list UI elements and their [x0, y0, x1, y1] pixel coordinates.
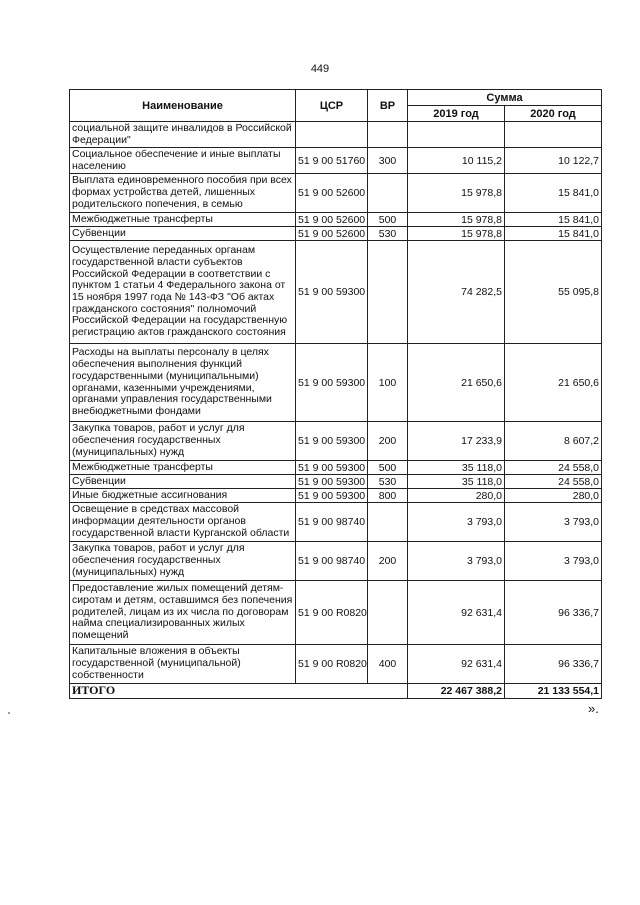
- row-sum-2020: 96 336,7: [505, 581, 602, 645]
- header-year-2019: 2019 год: [408, 106, 505, 122]
- row-csr: 51 9 00 R0820: [296, 645, 368, 684]
- row-csr: 51 9 00 98740: [296, 503, 368, 542]
- row-sum-2019: 280,0: [408, 489, 505, 503]
- total-sum-2020: 21 133 554,1: [505, 684, 602, 699]
- row-vr: [368, 581, 408, 645]
- row-sum-2020: 24 558,0: [505, 475, 602, 489]
- header-year-2020: 2020 год: [505, 106, 602, 122]
- row-sum-2020: 15 841,0: [505, 227, 602, 241]
- row-sum-2019: 21 650,6: [408, 344, 505, 422]
- row-sum-2019: 35 118,0: [408, 461, 505, 475]
- row-sum-2020: 10 122,7: [505, 148, 602, 174]
- row-name: социальной защите инвалидов в Российской Федерации": [70, 122, 296, 148]
- header-name: Наименование: [70, 90, 296, 122]
- row-sum-2020: 21 650,6: [505, 344, 602, 422]
- row-csr: 51 9 00 51760: [296, 148, 368, 174]
- row-sum-2019: 3 793,0: [408, 503, 505, 542]
- row-csr: [296, 122, 368, 148]
- row-name: Закупка товаров, работ и услуг для обеспечения государственных (муниципальных) нужд: [70, 542, 296, 581]
- table-row: [70, 148, 602, 174]
- table-row: [70, 489, 602, 503]
- row-name: Освещение в средствах массовой информации деятельности органов государственной власти Курганской области: [70, 503, 296, 542]
- row-sum-2020: 280,0: [505, 489, 602, 503]
- row-vr: 200: [368, 422, 408, 461]
- row-vr: 500: [368, 461, 408, 475]
- table-body: [70, 122, 602, 699]
- table-row: [70, 422, 602, 461]
- row-sum-2020: 96 336,7: [505, 645, 602, 684]
- table-row: [70, 645, 602, 684]
- closing-quote: ».: [588, 701, 599, 716]
- row-sum-2019: 35 118,0: [408, 475, 505, 489]
- table-header: [70, 90, 602, 122]
- row-vr: 800: [368, 489, 408, 503]
- row-name: Межбюджетные трансферты: [70, 461, 296, 475]
- row-csr: 51 9 00 59300: [296, 241, 368, 344]
- row-name: Выплата единовременного пособия при всех формах устройства детей, лишенных родительского попечения, в семью: [70, 174, 296, 213]
- table-row: [70, 542, 602, 581]
- row-csr: 51 9 00 59300: [296, 489, 368, 503]
- table-row: [70, 122, 602, 148]
- header-sum: Сумма: [408, 90, 602, 106]
- row-vr: [368, 174, 408, 213]
- row-sum-2019: 3 793,0: [408, 542, 505, 581]
- row-csr: 51 9 00 59300: [296, 461, 368, 475]
- row-sum-2019: 17 233,9: [408, 422, 505, 461]
- margin-dot: [8, 712, 10, 714]
- row-vr: 200: [368, 542, 408, 581]
- row-sum-2019: 92 631,4: [408, 645, 505, 684]
- row-name: Иные бюджетные ассигнования: [70, 489, 296, 503]
- table-row: [70, 344, 602, 422]
- row-sum-2019: 74 282,5: [408, 241, 505, 344]
- row-sum-2019: 15 978,8: [408, 174, 505, 213]
- row-csr: 51 9 00 59300: [296, 475, 368, 489]
- budget-table: [69, 89, 602, 699]
- row-sum-2020: [505, 122, 602, 148]
- row-csr: 51 9 00 R0820: [296, 581, 368, 645]
- row-csr: 51 9 00 59300: [296, 344, 368, 422]
- table-row: [70, 241, 602, 344]
- table-row: [70, 461, 602, 475]
- row-vr: [368, 503, 408, 542]
- row-vr: [368, 241, 408, 344]
- row-sum-2020: 3 793,0: [505, 542, 602, 581]
- row-name: Осуществление переданных органам государственной власти субъектов Российской Федерации в соответствии с пунктом 1 статьи 4 Федерального закона от 15 ноября 1997 года № 143-ФЗ "Об актах гражданского состояния" полномочий Российской Федерации на государственную регистрацию актов гражданского состояния: [70, 241, 296, 344]
- total-row: [70, 684, 602, 699]
- table-row: [70, 581, 602, 645]
- row-vr: 500: [368, 213, 408, 227]
- row-sum-2020: 24 558,0: [505, 461, 602, 475]
- table-row: [70, 213, 602, 227]
- row-sum-2019: [408, 122, 505, 148]
- row-name: Капитальные вложения в объекты государственной (муниципальной) собственности: [70, 645, 296, 684]
- row-name: Социальное обеспечение и иные выплаты населению: [70, 148, 296, 174]
- row-vr: 530: [368, 475, 408, 489]
- row-vr: 300: [368, 148, 408, 174]
- row-csr: 51 9 00 52600: [296, 227, 368, 241]
- row-sum-2020: 15 841,0: [505, 213, 602, 227]
- table-row: [70, 475, 602, 489]
- row-name: Субвенции: [70, 227, 296, 241]
- row-vr: 530: [368, 227, 408, 241]
- table-row: [70, 227, 602, 241]
- total-sum-2019: 22 467 388,2: [408, 684, 505, 699]
- row-name: Закупка товаров, работ и услуг для обеспечения государственных (муниципальных) нужд: [70, 422, 296, 461]
- row-sum-2020: 3 793,0: [505, 503, 602, 542]
- header-vr: ВР: [368, 90, 408, 122]
- page-number: 449: [310, 63, 330, 75]
- row-name: Субвенции: [70, 475, 296, 489]
- row-vr: 100: [368, 344, 408, 422]
- row-csr: 51 9 00 59300: [296, 422, 368, 461]
- table-row: [70, 503, 602, 542]
- header-csr: ЦСР: [296, 90, 368, 122]
- row-sum-2019: 92 631,4: [408, 581, 505, 645]
- row-sum-2020: 55 095,8: [505, 241, 602, 344]
- table-row: [70, 174, 602, 213]
- row-csr: 51 9 00 52600: [296, 213, 368, 227]
- row-csr: 51 9 00 52600: [296, 174, 368, 213]
- row-name: Межбюджетные трансферты: [70, 213, 296, 227]
- row-sum-2019: 10 115,2: [408, 148, 505, 174]
- row-sum-2020: 8 607,2: [505, 422, 602, 461]
- total-label: ИТОГО: [70, 684, 408, 699]
- row-csr: 51 9 00 98740: [296, 542, 368, 581]
- row-sum-2019: 15 978,8: [408, 227, 505, 241]
- row-vr: 400: [368, 645, 408, 684]
- row-name: Расходы на выплаты персоналу в целях обеспечения выполнения функций государственными (муниципальными) органами, казенными учреждениями, органами управления государственными внебюджетными фондами: [70, 344, 296, 422]
- row-vr: [368, 122, 408, 148]
- row-sum-2019: 15 978,8: [408, 213, 505, 227]
- row-name: Предоставление жилых помещений детям-сиротам и детям, оставшимся без попечения родителей, лицам из их числа по договорам найма специализированных жилых помещений: [70, 581, 296, 645]
- row-sum-2020: 15 841,0: [505, 174, 602, 213]
